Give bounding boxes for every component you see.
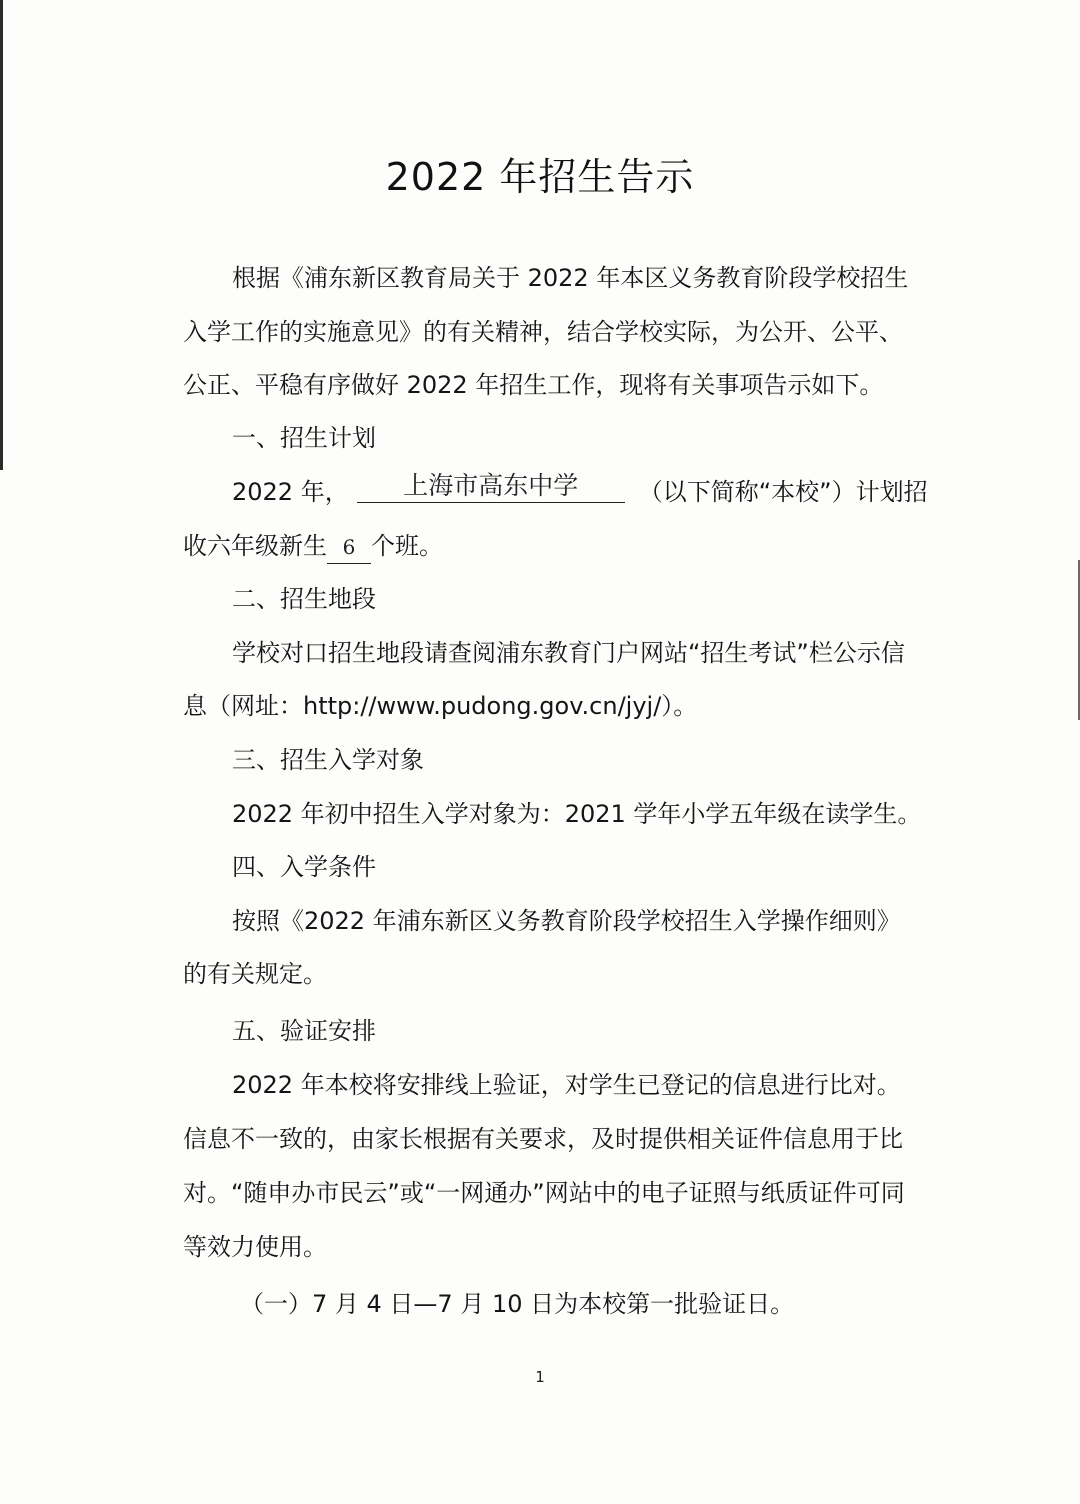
page-number: 1 — [535, 1368, 545, 1386]
section-4-heading: 四、入学条件 — [232, 853, 376, 881]
section-4-line-1: 按照《2022 年浦东新区义务教育阶段学校招生入学操作细则》 — [232, 907, 901, 935]
document-title: 2022 年招生告示 — [385, 155, 695, 199]
section-5-sub-1: （一）7 月 4 日—7 月 10 日为本校第一批验证日。 — [240, 1290, 795, 1318]
class-count-field: 6 — [327, 531, 371, 564]
section-3-heading: 三、招生入学对象 — [232, 746, 424, 774]
section-2-line-2: 息（网址：http://www.pudong.gov.cn/jyj/）。 — [183, 692, 698, 720]
scan-edge-left — [0, 0, 3, 470]
section-1-line-2-suffix: 个班。 — [371, 532, 443, 560]
section-3-line-1: 2022 年初中招生入学对象为：2021 学年小学五年级在读学生。 — [232, 800, 922, 828]
section-2-line-1: 学校对口招生地段请查阅浦东教育门户网站“招生考试”栏公示信 — [232, 639, 905, 667]
intro-line-3: 公正、平稳有序做好 2022 年招生工作，现将有关事项告示如下。 — [183, 371, 884, 399]
school-name-field: 上海市高东中学 — [357, 470, 625, 503]
section-5-line-3: 对。“随申办市民云”或“一网通办”网站中的电子证照与纸质证件可同 — [183, 1179, 905, 1207]
section-1-heading: 一、招生计划 — [232, 424, 376, 452]
section-1-line-1-suffix: （以下简称“本校”）计划招 — [638, 478, 928, 506]
intro-line-2: 入学工作的实施意见》的有关精神，结合学校实际，为公开、公平、 — [183, 318, 903, 346]
section-1-line-1-prefix: 2022 年， — [232, 478, 349, 506]
section-4-line-2: 的有关规定。 — [183, 960, 327, 988]
section-5-line-2: 信息不一致的，由家长根据有关要求，及时提供相关证件信息用于比 — [183, 1125, 903, 1153]
section-1-line-1 — [232, 471, 928, 509]
section-5-line-4: 等效力使用。 — [183, 1233, 327, 1261]
intro-line-1: 根据《浦东新区教育局关于 2022 年本区义务教育阶段学校招生 — [232, 264, 909, 292]
section-1-line-2 — [183, 530, 913, 564]
section-5-heading: 五、验证安排 — [232, 1017, 376, 1045]
section-1-line-2-prefix: 收六年级新生 — [183, 532, 327, 560]
section-5-line-1: 2022 年本校将安排线上验证，对学生已登记的信息进行比对。 — [232, 1071, 901, 1099]
section-2-heading: 二、招生地段 — [232, 585, 376, 613]
